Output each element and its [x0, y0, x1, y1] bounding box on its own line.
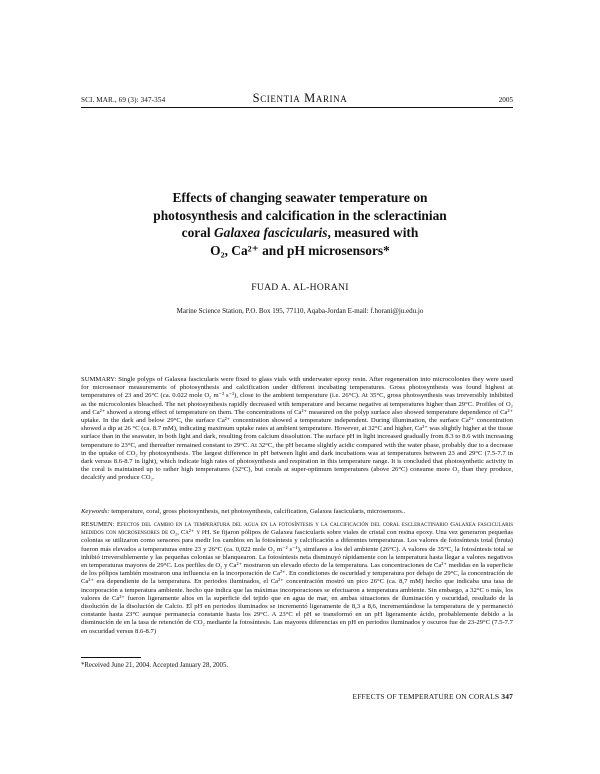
title-line-2: photosynthesis and calcification in the scleractinian	[153, 207, 447, 223]
article-title	[100, 189, 500, 259]
received-footnote: *Received June 21, 2004. Accepted January 28, 2005.	[81, 662, 229, 669]
page-number: 347	[501, 692, 513, 701]
summary-text: Single polyps of Galaxea fascicularis were fixed to glass vials with underwater epoxy resin. After regeneration into microcolonies they were used for microsensor measurements of photosynthesis and calcification under different incubating temperatures. Gross photosynthesis was found highest at temperatures of 23 and 26°C (ca. 0.022 mole O₂ m⁻² s⁻¹), close to the ambient temperature (i.e. 26°C). At 35°C, gross photosynthesis was irreversibly inhibited as the microcolonies bleached. The net photosynthesis rapidly decreased with temperature and became negative at temperatures higher than 29°C. Profiles of O₂ and Ca²⁺ showed a strong effect of temperature on them. The concentrations of Ca²⁺ measured on the polyp surface also showed temperature dependence of Ca²⁺ uptake. In the dark and below 29°C, the surface Ca²⁺ concentration showed a temperature independent. During illumination, the surface Ca²⁺ concentration showed a dip at 26 °C (ca. 8.7 mM), indicating maximum uptake rates at ambient temperature. However, at 32°C and higher, Ca²⁺ was slightly higher at the tissue surface than in the seawater, in both light and dark, resulting from calcium dissolution. The surface pH in light increased gradually from 8.3 to 8.6 with increasing temperature to 23°C, and thereafter remained constant to 29°C. At 32°C, the pH became slightly acidic compared with the water phase, probably due to a decrease in the uptake of CO₂ by photosynthesis. The largest difference in pH between light and dark incubations was at temperatures between 23 and 29°C (7.5-7.7 in dark versus 8.6-8.7 in light), which indicate high rates of photosynthesis and respiration in this temperature range. It is concluded that photosynthetic activity in the coral is maintained up to rather high temperatures (32°C), but corals at super-optimum temperatures (above 26°C) consume more O₂ than they produce, decalcify and produce CO₂.	[81, 376, 513, 482]
footnote-rule	[81, 657, 141, 658]
resumen-abstract	[81, 521, 513, 636]
resumen-label: RESUMEN:	[81, 521, 115, 528]
resumen-title: Efectos del cambio en la temperatura del agua en la fotosíntesis y la calcificación del coral escleractinario Galaxea fascicularis medidos con microsensores de O₂, Ca²⁺ y pH.	[81, 521, 513, 537]
author-affiliation: Marine Science Station, P.O. Box 195, 77110, Aqaba-Jordan E-mail: f.horani@ju.edu.jo	[176, 307, 424, 315]
publication-year: 2005	[498, 96, 513, 104]
keywords	[81, 508, 513, 516]
keywords-label: Keywords:	[81, 508, 110, 515]
running-footer-text: EFFECTS OF TEMPERATURE ON CORALS	[352, 692, 500, 701]
summary-label: SUMMARY:	[81, 376, 117, 383]
header-rule	[81, 107, 513, 108]
running-footer	[353, 692, 513, 701]
keywords-text: temperature, coral, gross photosynthesis, net photosynthesis, calcification, Galaxea fascicularis, microsensors..	[111, 508, 406, 515]
title-line-3-post: , measured with	[327, 225, 419, 241]
title-species: Galaxea fascicularis	[214, 225, 328, 241]
resumen-text: Se fijaron pólipos de Galaxea fascicularis sobre viales de cristal con resina epoxy. Una vez generaron pequeñas colonias se utilizaron como sensores para medir los cambios en la fotosíntesis y calcificación a diferentes temperaturas. Los valores de fotosíntesis total (bruta) fueron más elevados a temperaturas entre 23 y 26°C (ca. 0,022 mole O₂ m⁻² s⁻¹), similares a los del ambiente (26°C). A valores de 35°C, la fotosíntesis total se inhibió irreversiblemente y las pequeñas colonias se blanquearon. La fotosíntesis neta disminuyó rápidamente con la temperatura hasta llegar a valores negativos en temperaturas mayores de 29°C. Los perfiles de O₂ y Ca²⁺ mostraron un elevado efecto de la temperatura. Las concentraciones de Ca²⁺ medidas en la superficie de los pólipos también mostraron una influencia en la incorporación de Ca²⁺. En condiciones de oscuridad y temperatura por debajo de 29°C, la concentración de Ca²⁺ era dependiente de la temperatura. En periodos iluminados, el Ca²⁺ concentración mostró un pico 26°C (ca. 8,7 mM) hecho que indicaba una tasa de incorporación a temperatura ambiente. hecho que indica que las máximas incorporaciones se efectuaron a temperatura ambiente. Sin embargo, a 32°C o más, los valores de Ca²⁺ fueron ligeramente altos en la superficie del tejido que en agua de mar, en ambas situaciones de iluminación y oscuridad, resultado de la disolución de la disolución de Calcio. El pH en periodos iluminados se incrementó ligeramente de 8,3 a 8,6, incrementándose la temperatura de y permaneció constante hasta 23°C aunque permanecía constante hasta los 29°C. A 23°C el pH se transformó en un pH ligeramente ácido, probablemente debido a la disminución de en la tasa de retención de CO₂ mediante la fotosíntesis. Las mayores diferencias en pH en periodos iluminados y oscuros fue de 23-29°C (7.5-7.7 en oscuridad versus 8.6-8.7)	[81, 529, 513, 635]
summary-abstract	[81, 376, 513, 483]
title-line-4: O₂, Ca²⁺ and pH microsensors*	[210, 242, 390, 258]
journal-name: Scientia Marina	[252, 91, 348, 105]
author-name: FUAD A. AL-HORANI	[251, 282, 349, 293]
title-line-3-pre: coral	[181, 225, 214, 241]
title-line-1: Effects of changing seawater temperature on	[172, 190, 428, 205]
title-line-3	[100, 224, 500, 242]
journal-citation: SCI. MAR., 69 (3): 347-354	[81, 96, 166, 104]
